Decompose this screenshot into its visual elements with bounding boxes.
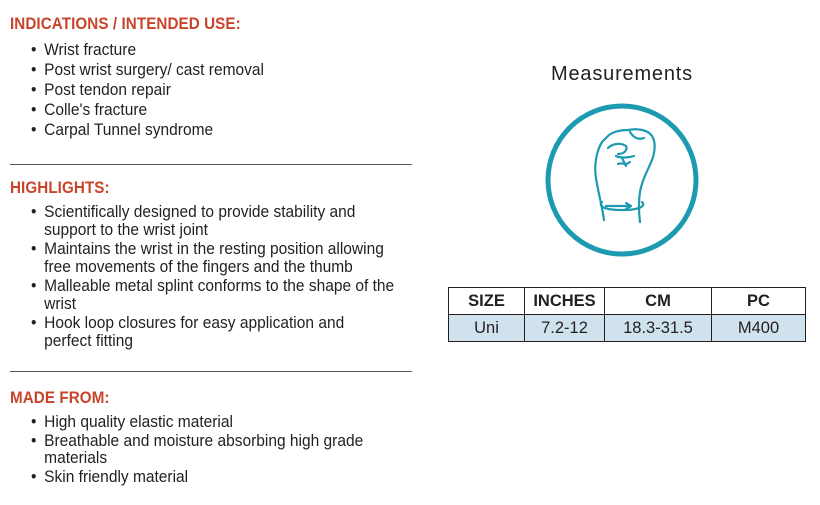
highlights-section: [10, 178, 430, 352]
list-item: [31, 278, 406, 313]
table-cell: 18.3-31.5: [605, 315, 712, 342]
list-item-line: free movements of the fingers and the thumb: [44, 257, 353, 276]
section-divider: [10, 164, 412, 165]
highlights-title: HIGHLIGHTS:: [10, 179, 110, 197]
made-from-section: [10, 388, 430, 487]
list-item-line: wrist: [44, 294, 77, 313]
list-item: [31, 414, 406, 432]
list-item-line: Malleable metal splint conforms to the shape of the: [44, 277, 395, 295]
hand-wrist-measure-icon: [542, 100, 702, 260]
list-item: • Post tendon repair: [31, 80, 389, 100]
list-item-line: perfect fitting: [44, 331, 133, 350]
list-item-line: Skin friendly material: [44, 467, 189, 486]
list-item: [31, 315, 406, 350]
list-item-line: Scientifically designed to provide stability and: [44, 203, 356, 221]
list-item: • Wrist fracture: [31, 40, 389, 60]
made-from-list: [10, 414, 430, 486]
list-item-line: Maintains the wrist in the resting position allowing: [44, 240, 384, 258]
list-item: [31, 241, 406, 276]
list-item: • Colle's fracture: [31, 100, 389, 120]
list-item-line: High quality elastic material: [44, 413, 233, 431]
list-item: • Carpal Tunnel syndrome: [31, 120, 389, 140]
list-item: • Post wrist surgery/ cast removal: [31, 60, 389, 80]
list-item-line: Breathable and moisture absorbing high grade: [44, 431, 364, 450]
list-item-line: Hook loop closures for easy application and: [44, 314, 345, 332]
column-header: SIZE: [449, 288, 525, 315]
indications-section: [10, 14, 412, 140]
table-row: [449, 315, 806, 342]
indications-title: INDICATIONS / INTENDED USE:: [10, 15, 241, 33]
highlights-list: [10, 204, 430, 350]
made-from-title: MADE FROM:: [10, 389, 110, 407]
list-item: [31, 469, 406, 487]
column-header: CM: [605, 288, 712, 315]
list-item-line: materials: [44, 449, 108, 467]
size-table: [448, 287, 806, 342]
measurements-title: Measurements: [551, 63, 693, 85]
table-cell: 7.2-12: [525, 315, 605, 342]
column-header: PC: [712, 288, 806, 315]
list-item-line: support to the wrist joint: [44, 220, 208, 239]
column-header: INCHES: [525, 288, 605, 315]
table-cell: Uni: [449, 315, 525, 342]
list-item: [31, 204, 406, 239]
table-header-row: [449, 288, 806, 315]
indications-list: [10, 40, 412, 140]
table-cell: M400: [712, 315, 806, 342]
list-item: [31, 433, 406, 468]
section-divider: [10, 371, 412, 372]
